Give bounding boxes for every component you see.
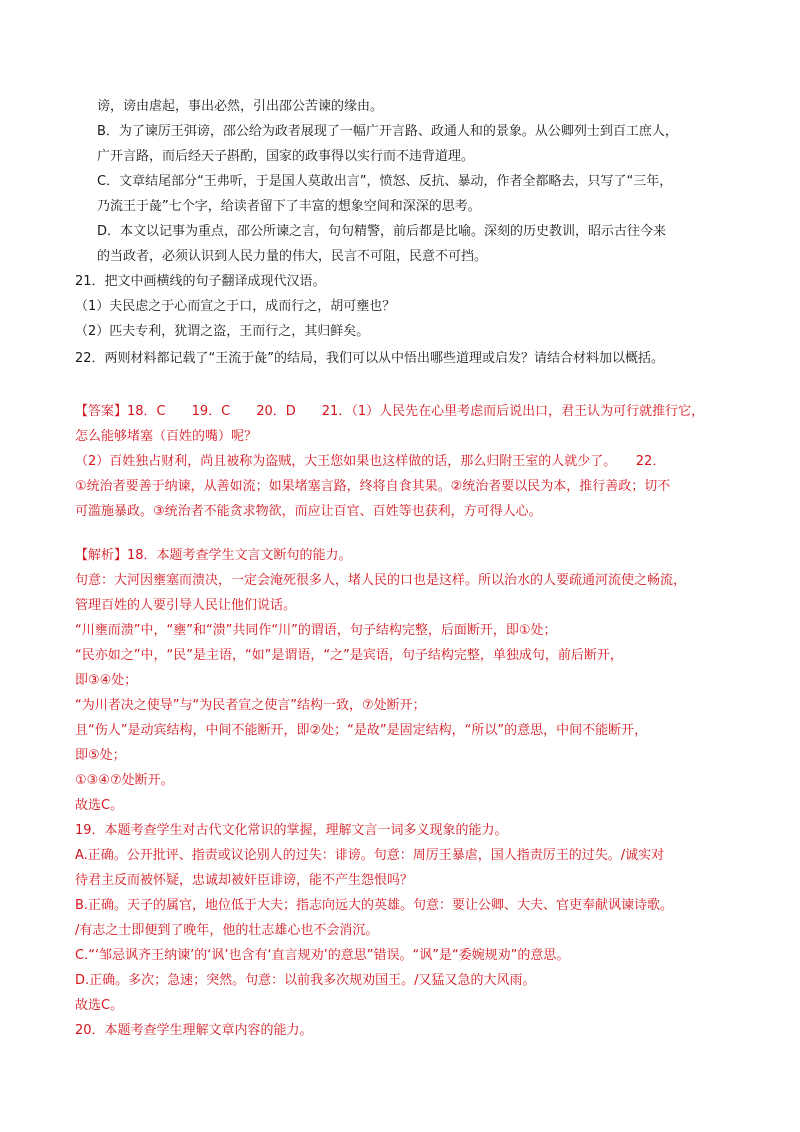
question-line: （1）夫民虑之于心而宣之于口，成而行之，胡可壅也？ (75, 299, 396, 314)
analysis-line: 即⑤处； (75, 748, 126, 763)
question-line: 22．两则材料都记载了“王流于彘”的结局，我们可以从中悟出哪些道理或启发？请结合材料加以概括。 (75, 351, 665, 366)
analysis-line: 待君主反而被怀疑，忠诚却被奸臣诽谤，能不产生怨恨吗？ (75, 873, 414, 888)
answer-line: 可滥施暴政。③统治者不能贪求物欲，而应让百官、百姓等也获利，方可得人心。 (75, 504, 542, 519)
question-line: 乃流王于彘”七个字，给读者留下了丰富的想象空间和深深的思考。 (97, 199, 481, 214)
analysis-line: 故选C。 (75, 798, 124, 813)
answer-line: （2）百姓独占财利，尚且被称为盗贼，大王您如果也这样做的话，那么归附王室的人就少了。 22． (75, 454, 666, 469)
answer-line: 【答案】18．C 19．C 20．D 21．（1）人民先在心里考虑而后说出口，君王认为可行就推行它， (75, 404, 705, 419)
question-line: B．为了谏厉王弭谤，邵公给为政者展现了一幅广开言路、政通人和的景象。从公卿列士到百工庶人， (97, 124, 678, 139)
question-line: 的当政者，必须认识到人民力量的伟大，民言不可阻，民意不可挡。 (97, 249, 488, 264)
answer-line: 怎么能够堵塞（百姓的嘴）呢？ (75, 429, 258, 444)
analysis-line: 【解析】18．本题考查学生文言文断句的能力。 (75, 548, 352, 563)
question-line: D．本文以记事为重点，邵公所谏之言，句句精警，前后都是比喻。深刻的历史教训，昭示古往今来 (97, 224, 667, 239)
analysis-line: D.正确。多次；急速；突然。句意：以前我多次规劝国王。/又猛又急的大风雨。 (75, 973, 536, 988)
analysis-line: A.正确。公开批评、指责或议论别人的过失：诽谤。句意：周厉王暴虐，国人指责厉王的过失。/诚实对 (75, 848, 665, 863)
question-line: 广开言路，而后经天子斟酌，国家的政事得以实行而不违背道理。 (97, 149, 475, 164)
analysis-line: /有志之士即便到了晚年，他的壮志雄心也不会消沉。 (75, 923, 379, 938)
analysis-line: “民亦如之”中，“民”是主语，“如”是谓语，“之”是宾语，句子结构完整，单独成句，前后断开， (75, 648, 623, 663)
analysis-line: B.正确。天子的属官，地位低于大夫；指志向远大的英雄。句意：要让公卿、大夫、官吏奉献讽谏诗歌。 (75, 898, 674, 913)
question-line: （2）匹夫专利，犹谓之盗，王而行之，其归鲜矣。 (75, 324, 370, 339)
analysis-line: 20．本题考查学生理解文章内容的能力。 (75, 1023, 313, 1038)
analysis-line: “为川者决之使导”与“为民者宣之使言”结构一致，⑦处断开； (75, 698, 426, 713)
question-line: 谤，谤由虐起，事出必然，引出邵公苦谏的缘由。 (97, 99, 384, 114)
analysis-line: 且“伤人”是动宾结构，中间不能断开，即②处；“是故”是固定结构，“所以”的意思，中间不能断开， (75, 723, 648, 738)
analysis-line: C.“‘邹忌讽齐王纳谏’的‘讽’也含有‘直言规劝’的意思”错误。“讽”是“委婉规劝”的意思。 (75, 948, 570, 963)
analysis-line: 故选C。 (75, 998, 124, 1013)
analysis-line: 19．本题考查学生对古代文化常识的掌握，理解文言一词多义现象的能力。 (75, 823, 508, 838)
analysis-line: ①③④⑦处断开。 (75, 773, 174, 788)
question-line: C．文章结尾部分“王弗听，于是国人莫敢出言”，愤怒、反抗、暴动，作者全都略去，只写了“三年， (97, 174, 673, 189)
analysis-line: “川壅而溃”中，“壅”和“溃”共同作“川”的谓语，句子结构完整，后面断开，即①处； (75, 623, 557, 638)
answer-line: ①统治者要善于纳谏，从善如流；如果堵塞言路，终将自食其果。②统治者要以民为本，推行善政；切不 (75, 479, 671, 494)
analysis-line: 即③④处； (75, 673, 138, 688)
question-line: 21．把文中画横线的句子翻译成现代汉语。 (75, 274, 326, 289)
analysis-line: 管理百姓的人要引导人民让他们说话。 (75, 598, 297, 613)
analysis-line: 句意：大河因壅塞而溃决，一定会淹死很多人，堵人民的口也是这样。所以治水的人要疏通河流使之畅流， (75, 573, 687, 588)
